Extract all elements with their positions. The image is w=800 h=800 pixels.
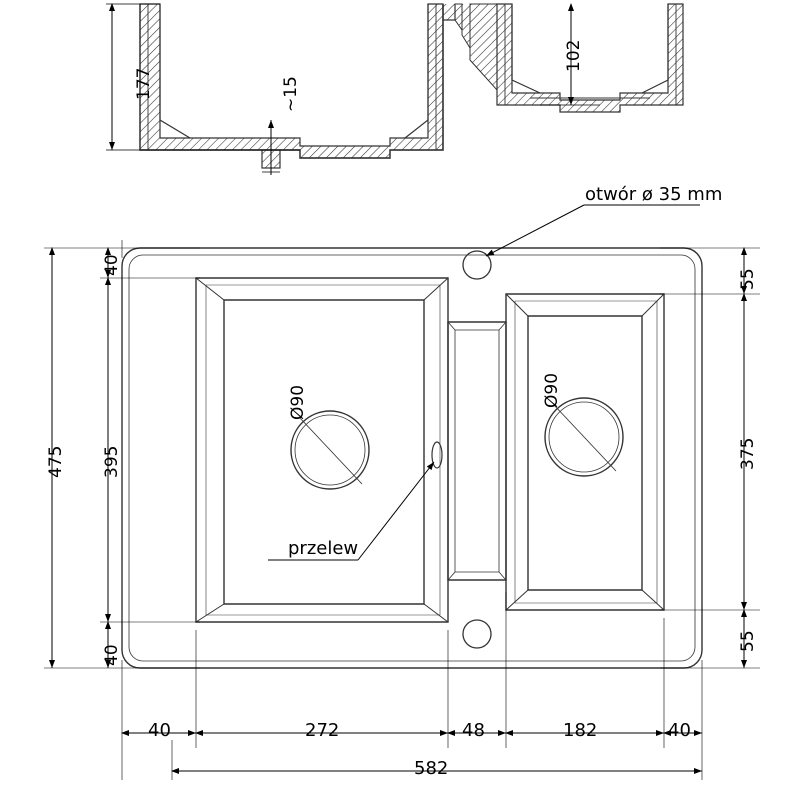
label-thickness-15: ~15 xyxy=(281,76,301,112)
leader-drain-right xyxy=(554,405,616,471)
left-bowl xyxy=(196,278,448,622)
label-right-bowl-182: 182 xyxy=(563,720,598,741)
label-40-top-left: 40 xyxy=(102,254,122,276)
label-55-top-right: 55 xyxy=(738,268,758,290)
leader-drain-left xyxy=(300,418,362,484)
label-left-margin-40: 40 xyxy=(148,720,171,741)
label-left-bowl-272: 272 xyxy=(305,720,340,741)
cross-section-view xyxy=(140,4,683,168)
label-drain-left: Ø90 xyxy=(288,384,308,420)
label-375: 375 xyxy=(738,437,758,470)
label-depth-177: 177 xyxy=(134,67,154,100)
label-divider-48: 48 xyxy=(462,720,485,741)
right-bowl xyxy=(506,294,664,610)
divider-strip xyxy=(432,322,506,580)
witness-lines xyxy=(44,240,760,780)
label-40-bottom-left: 40 xyxy=(102,644,122,666)
tap-hole-bottom xyxy=(463,620,491,648)
label-hole-annotation: otwór ø 35 mm xyxy=(585,184,723,205)
label-drain-right: Ø90 xyxy=(542,372,562,408)
label-475: 475 xyxy=(46,445,66,478)
top-view xyxy=(122,248,702,668)
label-right-margin-40: 40 xyxy=(668,720,691,741)
label-depth-102: 102 xyxy=(564,39,584,72)
label-overflow-annotation: przelew xyxy=(288,538,359,559)
label-395: 395 xyxy=(102,445,122,478)
label-55-bottom-right: 55 xyxy=(738,630,758,652)
label-total-width-582: 582 xyxy=(414,758,449,779)
